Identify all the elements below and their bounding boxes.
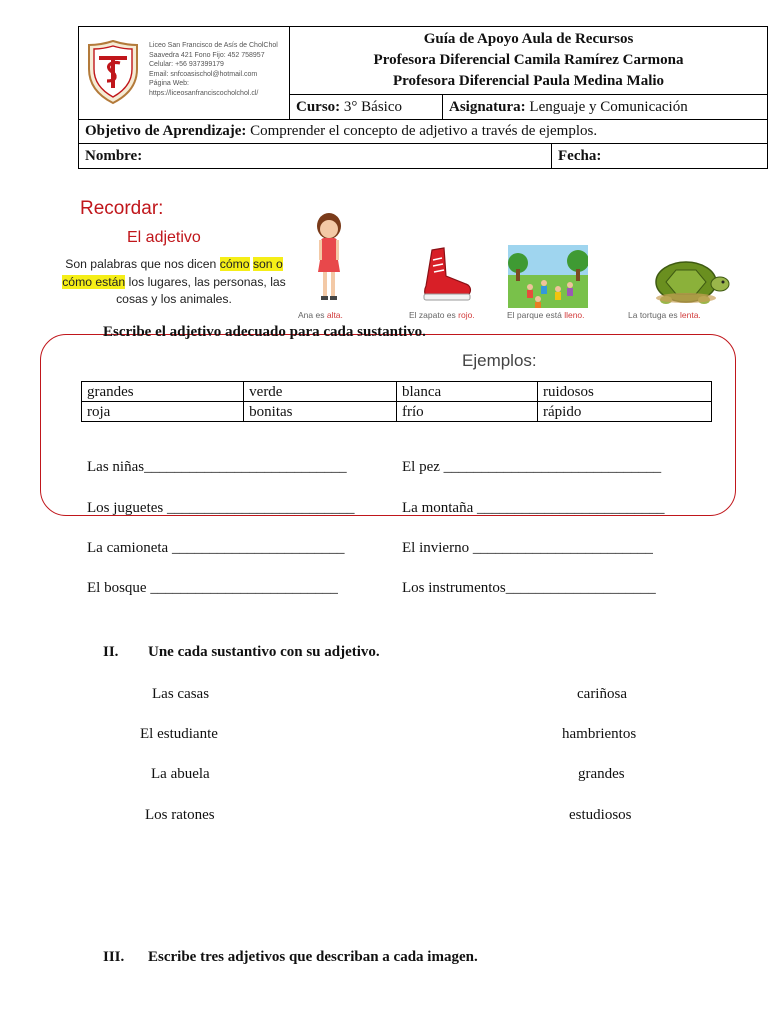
objetivo-label: Objetivo de Aprendizaje: xyxy=(85,123,247,139)
noun-item[interactable]: Los ratones xyxy=(145,807,215,823)
adjetivo-heading: El adjetivo xyxy=(127,229,201,246)
school-name: Liceo San Francisco de Asís de CholChol xyxy=(149,42,278,49)
school-shield-icon xyxy=(87,39,139,105)
definition-highlight-1: cómo xyxy=(219,257,250,271)
section2-heading xyxy=(103,644,380,661)
caption-girl-adj: alta. xyxy=(326,310,343,320)
section1-title: Escribe el adjetivo adecuado para cada sustantivo. xyxy=(103,324,426,340)
header-table xyxy=(78,26,768,144)
teacher-1: Profesora Diferencial Camila Ramírez Carmona xyxy=(373,52,684,69)
school-address: Saavedra 421 Fono Fijo: 452 758957 xyxy=(149,51,265,59)
objetivo-value: Comprender el concepto de adjetivo a través de ejemplos. xyxy=(250,123,598,139)
section2-number: II. xyxy=(103,644,119,660)
ejemplos-label: Ejemplos: xyxy=(462,351,537,370)
caption-park xyxy=(507,310,585,320)
asignatura-value: Lenguaje y Comunicación xyxy=(529,98,688,115)
nombre-label: Nombre: xyxy=(85,147,143,164)
section3-title: Escribe tres adjetivos que describan a cada imagen. xyxy=(148,949,478,965)
noun-item[interactable]: La abuela xyxy=(151,766,210,782)
word-bank-cell: ruidosos xyxy=(538,382,712,402)
caption-girl xyxy=(298,310,343,320)
school-phone: Celular: +56 937399179 xyxy=(149,61,224,68)
definition-part-1: Son palabras que nos dicen xyxy=(65,257,220,271)
guide-title-cell xyxy=(290,27,768,95)
recordar-title: Recordar: xyxy=(80,198,164,219)
section2-title: Une cada sustantivo con su adjetivo. xyxy=(148,644,380,660)
turtle-illustration xyxy=(646,252,732,306)
word-bank-cell: frío xyxy=(397,402,538,422)
word-bank-row xyxy=(82,402,712,422)
blank-el-bosque[interactable]: El bosque _________________________ xyxy=(87,580,338,596)
caption-girl-text: Ana es xyxy=(298,310,327,320)
girl-illustration xyxy=(306,210,352,306)
asignatura-label: Asignatura: xyxy=(449,98,526,115)
highlight-red-box xyxy=(40,334,736,516)
objetivo-cell xyxy=(79,120,768,144)
caption-shoe-adj: rojo. xyxy=(458,310,475,320)
word-bank-cell: verde xyxy=(244,382,397,402)
definition-part-2: los lugares, las personas, las cosas y los animales. xyxy=(116,274,286,306)
adjective-item[interactable]: cariñosa xyxy=(577,686,627,702)
noun-item[interactable]: El estudiante xyxy=(140,726,218,742)
caption-turtle xyxy=(628,310,701,320)
fecha-cell[interactable] xyxy=(552,144,768,169)
school-email: Email: snfcoasischol@hotmail.com xyxy=(149,70,258,78)
blank-los-juguetes[interactable]: Los juguetes _________________________ xyxy=(87,500,355,516)
curso-value: 3° Básico xyxy=(343,98,402,115)
blank-el-invierno[interactable]: El invierno ________________________ xyxy=(402,540,653,556)
section3-number: III. xyxy=(103,949,125,965)
word-bank-table xyxy=(81,381,712,422)
definition-highlight-2: son o cómo están xyxy=(62,257,283,289)
word-bank-cell: rápido xyxy=(538,402,712,422)
word-bank-cell: grandes xyxy=(82,382,244,402)
adjetivo-definition xyxy=(58,256,290,309)
curso-label: Curso: xyxy=(296,98,341,115)
caption-park-text: El parque está xyxy=(507,310,565,320)
word-bank-cell: roja xyxy=(82,402,244,422)
school-website: Página Web: https://liceosanfranciscocholchol.cl/ xyxy=(149,80,259,97)
park-illustration xyxy=(508,245,588,308)
red-shoe-illustration xyxy=(418,246,474,304)
asignatura-cell xyxy=(443,95,768,120)
adjective-item[interactable]: estudiosos xyxy=(569,807,632,823)
caption-park-adj: lleno. xyxy=(564,310,585,320)
blank-la-montana[interactable]: La montaña _________________________ xyxy=(402,500,665,516)
fecha-label: Fecha: xyxy=(558,147,602,164)
caption-shoe xyxy=(409,310,475,320)
school-contact-lines xyxy=(149,41,289,98)
section3-heading xyxy=(103,949,478,966)
school-info-cell xyxy=(79,27,290,120)
noun-item[interactable]: Las casas xyxy=(152,686,210,702)
adjective-item[interactable]: grandes xyxy=(578,766,625,782)
teacher-2: Profesora Diferencial Paula Medina Malio xyxy=(392,73,665,90)
blank-los-instrumentos[interactable]: Los instrumentos____________________ xyxy=(402,580,656,596)
curso-cell xyxy=(290,95,443,120)
nombre-cell[interactable] xyxy=(79,144,552,169)
word-bank-row xyxy=(82,382,712,402)
word-bank-cell: blanca xyxy=(397,382,538,402)
blank-la-camioneta[interactable]: La camioneta _______________________ xyxy=(87,540,345,556)
blank-las-ninas[interactable]: Las niñas___________________________ xyxy=(87,459,347,475)
caption-turtle-text: La tortuga es xyxy=(628,310,680,320)
word-bank-cell: bonitas xyxy=(244,402,397,422)
caption-turtle-adj: lenta. xyxy=(679,310,701,320)
caption-shoe-text: El zapato es xyxy=(409,310,459,320)
guide-title: Guía de Apoyo Aula de Recursos xyxy=(423,31,634,48)
adjective-item[interactable]: hambrientos xyxy=(562,726,637,742)
name-date-table xyxy=(78,143,768,169)
blank-el-pez[interactable]: El pez _____________________________ xyxy=(402,459,662,475)
